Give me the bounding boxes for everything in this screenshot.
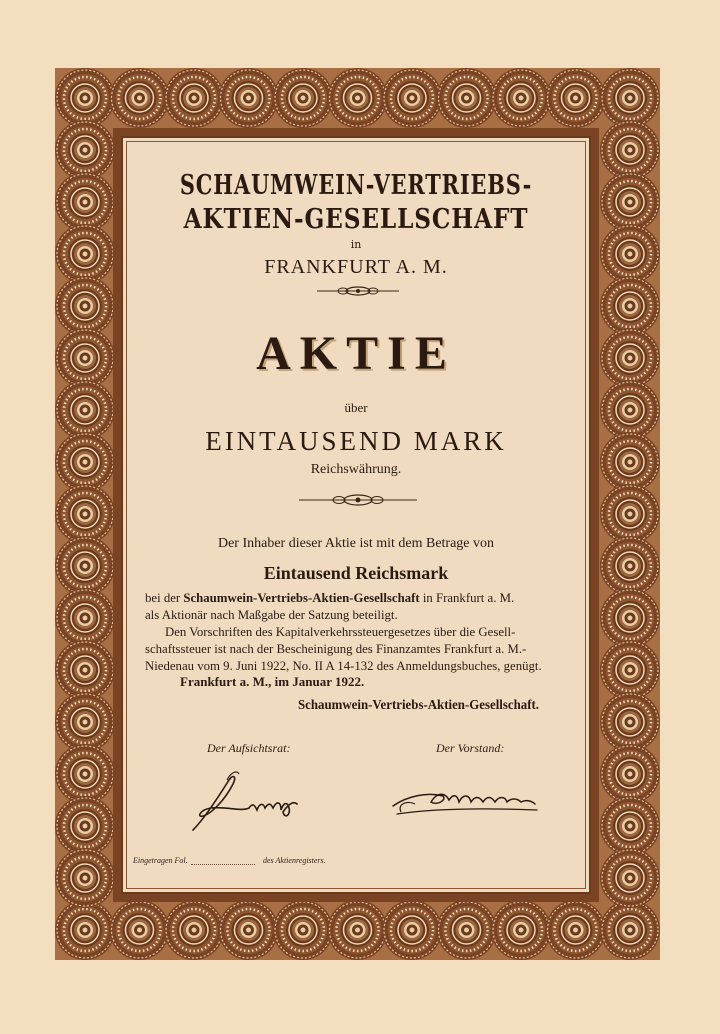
company-name-line1: SCHAUMWEIN-VERTRIEBS- [179, 170, 533, 201]
border-rosette [55, 224, 115, 284]
border-rosette [164, 68, 224, 128]
border-rosette [600, 380, 660, 440]
border-rosette [546, 900, 606, 960]
border-rosette [55, 328, 115, 388]
border-rosette [55, 640, 115, 700]
supervisory-board-label: Der Aufsichtsrat: [207, 741, 291, 755]
border-rosette [55, 848, 115, 908]
over-word: über [344, 400, 368, 415]
border-rosette [328, 68, 388, 128]
signing-company: Schaumwein-Vertriebs-Aktien-Gesellschaft. [298, 698, 539, 713]
register-dotted-line [191, 864, 255, 865]
border-rosette [55, 276, 115, 336]
border-rosette [273, 900, 333, 960]
certificate-body [145, 590, 585, 675]
border-rosette [600, 848, 660, 908]
border-rosette [437, 900, 497, 960]
border-rosette [55, 172, 115, 232]
scroll-ornament-icon [313, 284, 403, 298]
body-line5: Niedenau vom 9. Juni 1922, No. II A 14-132 des Anmeldungsbuches, genügt. [145, 659, 542, 673]
border-rosette [55, 796, 115, 856]
border-rosette [55, 484, 115, 544]
border-rosette [600, 276, 660, 336]
border-rosette [600, 172, 660, 232]
border-rosette [600, 432, 660, 492]
holder-line: Der Inhaber dieser Aktie ist mit dem Betrage von [217, 536, 495, 551]
in-word: in [350, 238, 362, 251]
border-rosette [382, 68, 442, 128]
currency: Reichswährung. [310, 462, 402, 477]
border-rosette [164, 900, 224, 960]
border-rosette [382, 900, 442, 960]
border-rosette [600, 224, 660, 284]
border-rosette [328, 900, 388, 960]
border-rosette [55, 536, 115, 596]
border-rosette [55, 120, 115, 180]
border-rosette [600, 692, 660, 752]
body-line1-pre: bei der [145, 591, 184, 605]
body-line1-company: Schaumwein-Vertriebs-Aktien-Gesellschaft [183, 591, 420, 605]
border-rosette [219, 900, 279, 960]
signature-supervisory-board [185, 768, 315, 838]
scroll-ornament-icon [295, 492, 421, 508]
body-line3: Den Vorschriften des Kapitalverkehrssteuergesetzes über die Gesell- [165, 625, 516, 639]
body-line4: schaftssteuer ist nach der Bescheinigung des Finanzamtes Frankfurt a. M.- [145, 642, 527, 656]
border-rosette [600, 120, 660, 180]
border-rosette [55, 744, 115, 804]
sum-words: Eintausend Reichsmark [263, 563, 449, 583]
border-rosette [110, 900, 170, 960]
border-rosette [600, 536, 660, 596]
border-rosette [491, 900, 551, 960]
register-entry-label: Eingetragen Fol. [133, 856, 188, 865]
border-rosette [600, 328, 660, 388]
border-rosette [55, 900, 115, 960]
certificate-panel [121, 136, 591, 894]
city: FRANKFURT A. M. [264, 256, 448, 278]
border-rosette [55, 432, 115, 492]
border-rosette [219, 68, 279, 128]
border-rosette [491, 68, 551, 128]
signature-management-board [387, 782, 547, 822]
border-rosette [600, 588, 660, 648]
management-board-label: Der Vorstand: [436, 741, 505, 755]
company-name-line2: AKTIEN-GESELLSCHAFT [183, 204, 529, 235]
body-line1-post: in Frankfurt a. M. [419, 591, 515, 605]
issue-date: Frankfurt a. M., im Januar 1922. [180, 674, 365, 689]
border-rosette [546, 68, 606, 128]
border-rosette [55, 588, 115, 648]
register-entry-suffix: des Aktienregisters. [263, 856, 326, 865]
border-rosette [600, 68, 660, 128]
border-rosette [600, 484, 660, 544]
nominal-amount: EINTAUSEND MARK [205, 426, 507, 456]
border-rosette [600, 796, 660, 856]
border-rosette [273, 68, 333, 128]
body-line2: als Aktionär nach Maßgabe der Satzung beteiligt. [145, 608, 398, 622]
border-rosette [600, 640, 660, 700]
document-title: AKTIE [256, 327, 456, 380]
border-rosette [600, 744, 660, 804]
border-rosette [600, 900, 660, 960]
border-rosette [55, 692, 115, 752]
border-rosette [437, 68, 497, 128]
border-rosette [110, 68, 170, 128]
border-rosette [55, 380, 115, 440]
border-rosette [55, 68, 115, 128]
